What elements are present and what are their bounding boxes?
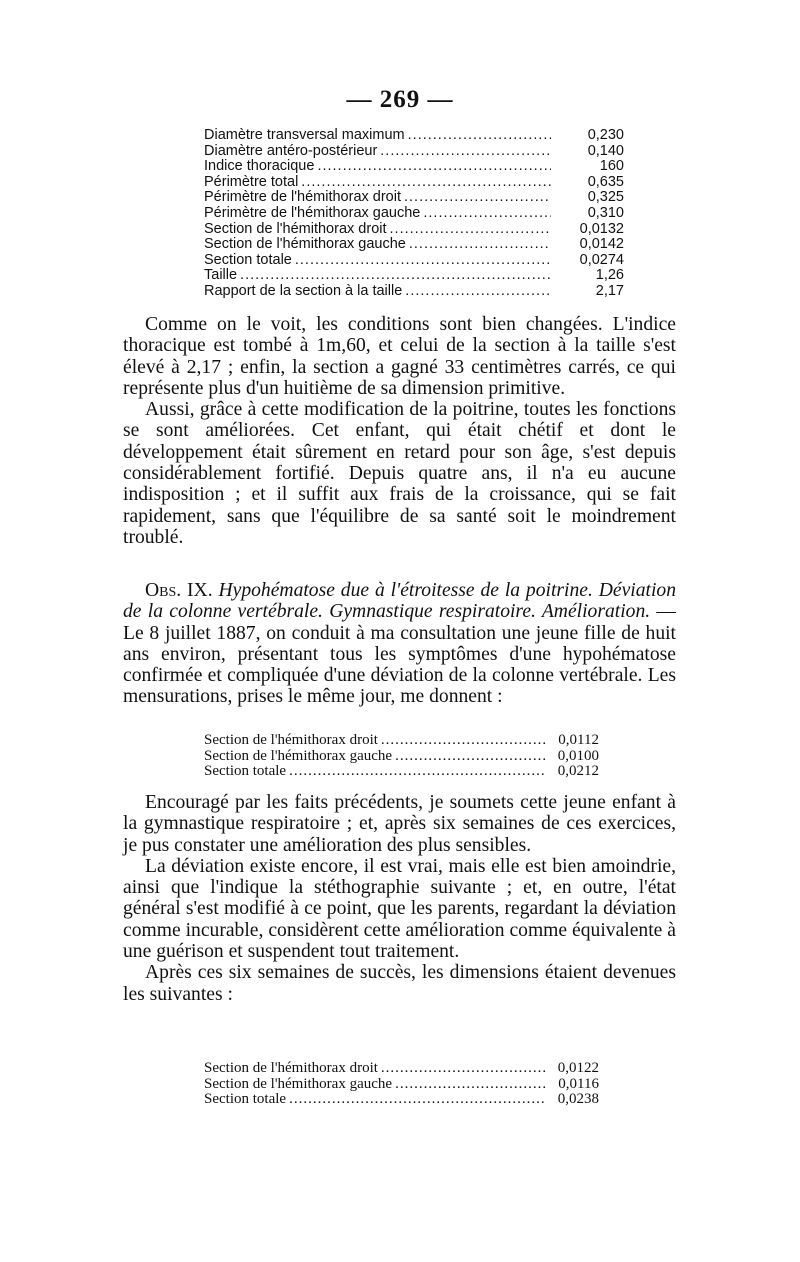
row-value: 0,0142	[579, 236, 624, 253]
row-value: 0,0238	[557, 1091, 599, 1108]
table-row	[204, 144, 624, 160]
measurements-table-1	[204, 128, 624, 300]
row-value: 0,0116	[558, 1075, 599, 1092]
table-row	[204, 206, 624, 222]
paragraph: La déviation existe encore, il est vrai, mais elle est bien amoindrie, ainsi que l'indique la stéthographie suivante ; et, en outre, l'état général s'est modifié à ce point, que les parents, regardant la déviation comme incurable, considèrent cette amélioration comme équivalente à une guérison et suspendent tout traitement.	[123, 855, 676, 963]
table-row	[204, 1092, 599, 1108]
row-label: Périmètre total	[204, 173, 299, 190]
row-value: 0,310	[587, 204, 624, 221]
paragraph: Encouragé par les faits précédents, je soumets cette jeune enfant à la gymnastique respiratoire ; et, après six semaines de ces exercices, je pus constater une amélioration des plus sensibles.	[123, 792, 676, 856]
row-value: 0,0132	[579, 220, 624, 237]
table-row	[204, 222, 624, 238]
row-value: 160	[599, 158, 624, 175]
paragraph-block-3	[123, 792, 676, 1005]
row-label: Section totale	[204, 1091, 287, 1108]
row-value: 0,230	[587, 127, 624, 143]
row-label: Indice thoracique	[204, 158, 315, 175]
row-label: Taille	[204, 267, 238, 284]
table-row	[204, 175, 624, 191]
row-label: Section totale	[204, 251, 292, 268]
row-value: 0,635	[587, 173, 624, 190]
table-row	[204, 253, 624, 269]
observation-paragraph	[123, 580, 676, 708]
paragraph: Comme on le voit, les conditions sont bien changées. L'indice thoracique est tombé à 1m,60, et celui de la section à la taille s'est élevé à 2,17 ; enfin, la section a gagné 33 centimètres carrés, ce qui représente plus d'un huitième de sa dimension primitive.	[123, 314, 676, 399]
paragraph-block-1	[123, 314, 676, 548]
table-row	[204, 159, 624, 175]
row-label: Diamètre transversal maximum	[204, 127, 405, 143]
row-value: 0,0100	[557, 747, 599, 764]
table-row	[204, 749, 599, 765]
row-value: 0,0212	[557, 763, 599, 780]
row-label: Section de l'hémithorax gauche	[204, 1075, 393, 1092]
row-label: Section de l'hémithorax droit	[204, 220, 387, 237]
row-value: 0,140	[587, 142, 624, 159]
row-label: Périmètre de l'hémithorax droit	[204, 189, 401, 206]
row-value: 0,0112	[558, 732, 599, 748]
measurements-table-2	[204, 733, 599, 780]
table-row	[204, 1061, 599, 1077]
row-value: 0,0274	[579, 251, 624, 268]
row-value: 1,26	[595, 267, 624, 284]
paragraph: Après ces six semaines de succès, les dimensions étaient devenues les suivantes :	[123, 962, 676, 1005]
row-label: Section de l'hémithorax gauche	[204, 236, 406, 253]
table-row	[204, 764, 599, 780]
row-label: Section de l'hémithorax droit	[204, 1060, 378, 1076]
row-value: 2,17	[595, 282, 624, 299]
table-row	[204, 237, 624, 253]
table-row	[204, 128, 624, 144]
paragraph: Aussi, grâce à cette modification de la poitrine, toutes les fonctions se sont améliorées. Cet enfant, qui était chétif et dont le développement était sûrement en retard pour son âge, s'est depuis considérablement fortifié. Depuis quatre ans, il n'a eu aucune indisposition ; et il suffit aux frais de la croissance, qui se fait rapidement, sans que l'équilibre de sa santé soit le moindrement troublé.	[123, 399, 676, 548]
observation-label: Obs. IX.	[145, 580, 213, 601]
row-label: Périmètre de l'hémithorax gauche	[204, 204, 421, 221]
table-row	[204, 190, 624, 206]
observation-text: — Le 8 juillet 1887, on conduit à ma consultation une jeune fille de huit ans environ, présentant tous les symptômes d'une hypohématose confirmée et compliquée d'une déviation de la colonne vertébrale. Les mensurations, prises le même jour, me donnent :	[123, 601, 676, 708]
row-label: Section de l'hémithorax gauche	[204, 747, 393, 764]
row-label: Section totale	[204, 763, 287, 780]
table-row	[204, 1077, 599, 1093]
observation-block	[123, 580, 676, 708]
row-label: Section de l'hémithorax droit	[204, 732, 378, 748]
table-row	[204, 284, 624, 300]
observation-title: Hypohématose due à l'étroitesse de la poitrine. Déviation de la colonne vertébrale. Gymnastique respiratoire. Amélioration.	[123, 580, 676, 623]
table-row	[204, 733, 599, 749]
page-number: — 269 —	[346, 86, 454, 113]
row-label: Diamètre antéro-postérieur	[204, 142, 378, 159]
row-value: 0,325	[587, 189, 624, 206]
table-row	[204, 268, 624, 284]
row-label: Rapport de la section à la taille	[204, 282, 403, 299]
measurements-table-3	[204, 1061, 599, 1108]
row-value: 0,0122	[557, 1060, 599, 1076]
